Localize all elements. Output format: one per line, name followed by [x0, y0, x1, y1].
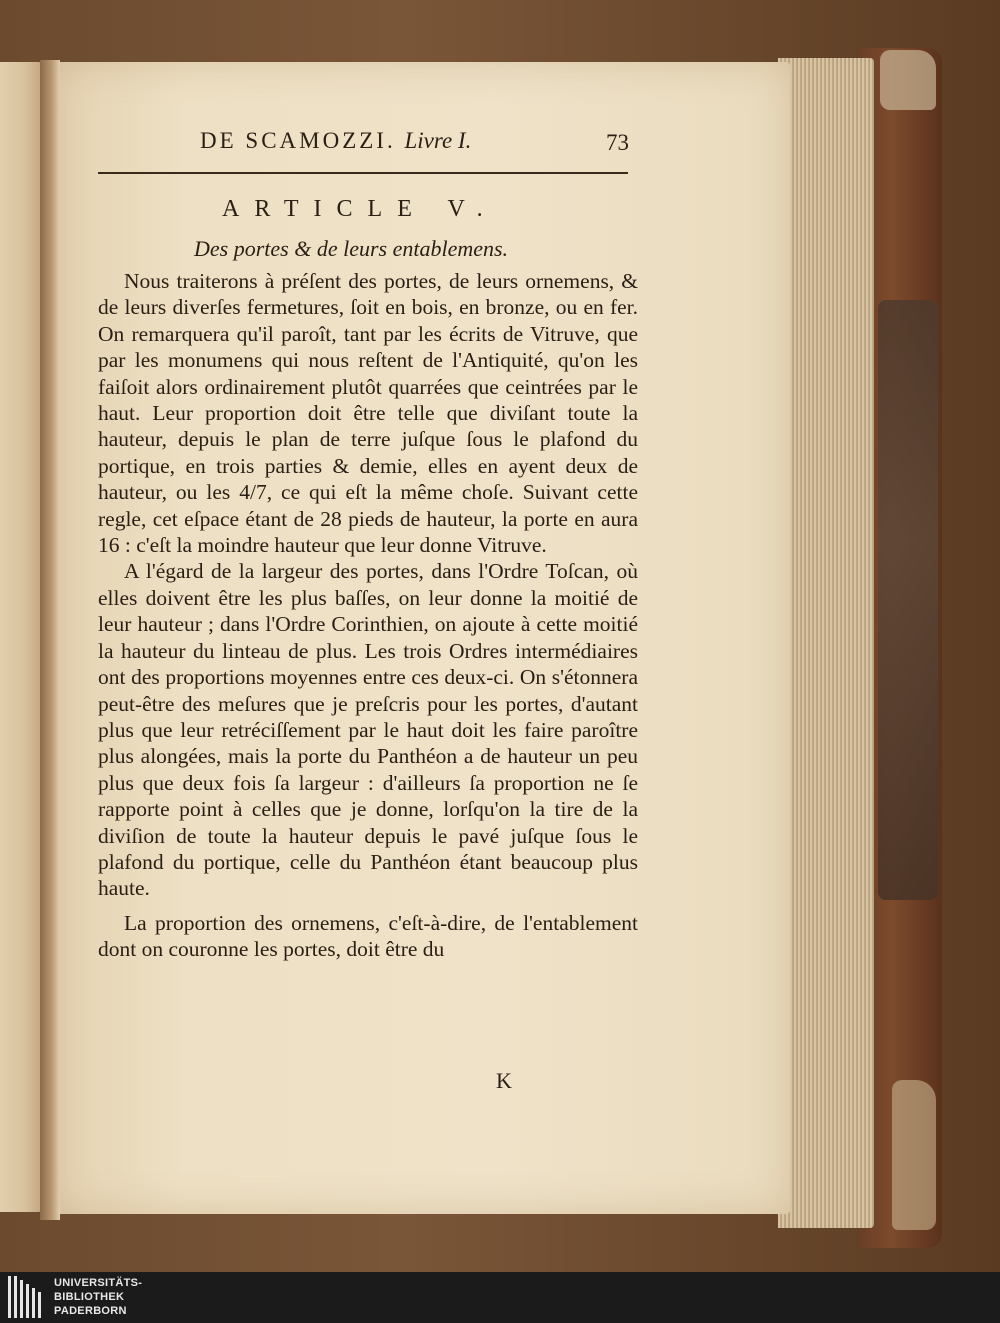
facing-page-edge	[0, 62, 44, 1212]
body-text	[98, 268, 638, 963]
page-number: 73	[606, 130, 629, 155]
page-gutter	[40, 60, 60, 1220]
running-head-title	[200, 128, 471, 154]
cover-corner-bottom	[892, 1080, 936, 1230]
article-heading: ARTICLE V.	[222, 196, 498, 222]
library-name-line-3: PADERBORN	[54, 1305, 127, 1317]
running-head-book: Livre I.	[404, 128, 472, 153]
cover-corner-top	[880, 50, 936, 110]
paragraph-1: Nous traiterons à préſent des portes, de leurs ornemens, & de leurs diverſes fermetures, ſoit en bois, en bronze, ou en fer. On remarquera qu'il paroît, tant par les écrits de Vitruve, que par les monumens qui nous reſtent de l'Antiquité, qu'on les faiſoit alors ordinairement plutôt quarrées que ceintrées par le haut. Leur proportion doit être telle que diviſant toute la hauteur, depuis le plan de terre juſque ſous le plafond du portique, en trois parties & demie, elles en ayent deux de hauteur, ou les 4/7, ce qui eſt la même choſe. Suivant cette regle, cet eſpace étant de 28 pieds de hauteur, la porte en aura 16 : c'eſt la moindre hauteur que leur donne Vitruve.	[98, 269, 638, 558]
library-name-line-1: UNIVERSITÄTS-	[54, 1277, 143, 1289]
paragraph-2: A l'égard de la largeur des portes, dans l'Ordre Toſcan, où elles doivent être les plus baſſes, on leur donne la moitié de leur hauteur ; dans l'Ordre Corinthien, on ajoute à cette moitié la hauteur du linteau de plus. Les trois Ordres intermédiaires ont des proportions moyennes entre ces deux-ci. On s'étonnera peut-être des meſures que je preſcris pour les portes, d'autant plus que leur retréciſſement par le haut doit les faire paroître plus alongées, mais la porte du Panthéon a de hauteur un peu plus que deux fois ſa largeur : d'ailleurs ſa proportion ne ſe rapporte point à celles que je donne, lorſqu'on la tire de la diviſion de toute la hauteur depuis le pavé juſque ſous le plafond du portique, celle du Panthéon étant beaucoup plus haute.	[98, 559, 638, 901]
library-name	[54, 1276, 142, 1318]
page-edges	[778, 58, 874, 1228]
library-name-line-2: BIBLIOTHEK	[54, 1291, 125, 1303]
header-rule	[98, 172, 628, 174]
running-head	[200, 124, 640, 164]
signature-mark: K	[496, 1068, 512, 1093]
running-head-prefix: DE SCAMOZZI.	[200, 128, 396, 153]
paragraph-3: La proportion des ornemens, c'eſt-à-dire, de l'entablement dont on couronne les portes, doit être du	[98, 910, 638, 962]
library-logo-icon	[8, 1276, 42, 1318]
article-subheading: Des portes & de leurs entablemens.	[194, 236, 509, 261]
library-footer-bar	[0, 1272, 1000, 1323]
cover-worn-leather	[878, 300, 938, 900]
